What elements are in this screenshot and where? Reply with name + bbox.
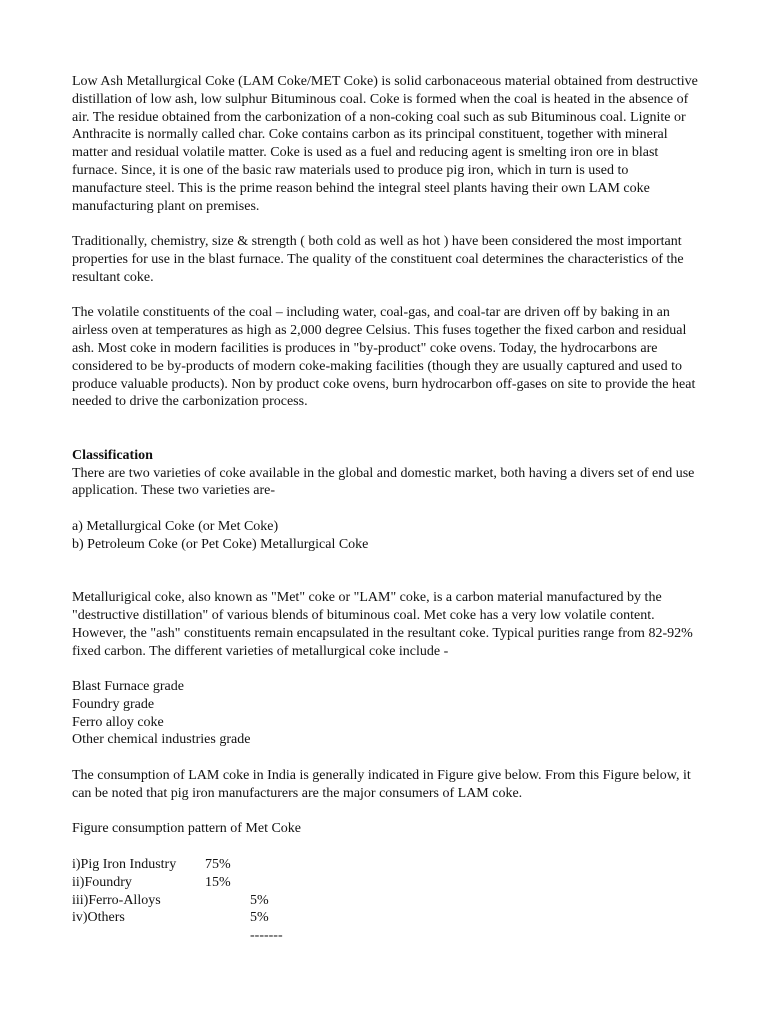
consumption-paragraph: The consumption of LAM coke in India is generally indicated in Figure give below. From this Figure below, it can be noted that pig iron manufacturers are the major consumers of LAM coke. [72, 768, 691, 801]
intro-paragraph: Low Ash Metallurgical Coke (LAM Coke/MET Coke) is solid carbonaceous material obtained from destructive distillation of low ash, low sulphur Bituminous coal. Coke is formed when the coal is heated in the absence of air. The residue obtained from the carbonization of a non-coking coal such as sub Bituminous coal. Lignite or Anthracite is normally called char. Coke contains carbon as its principal constituent, together with mineral matter and residual volatile matter. Coke is used as a fuel and reducing agent is smelting iron ore in blast furnace. Since, it is one of the basic raw materials used to produce pig iron, which in turn is used to manufacture steel. This is the prime reason behind the integral steel plants having their own LAM coke manufacturing plant on premises. [72, 74, 698, 214]
document-page [72, 73, 700, 945]
consumption-label: iii)Ferro-Alloys [72, 892, 161, 908]
grade-item: Ferro alloy coke [72, 714, 164, 730]
consumption-value: 15% [205, 874, 231, 890]
consumption-value: 75% [205, 857, 231, 873]
classification-intro: There are two varieties of coke available in the global and domestic market, both having a divers set of end use application. These two varieties are- [72, 465, 695, 499]
total-rule: ------- [250, 928, 283, 944]
grade-item: Blast Furnace grade [72, 679, 184, 695]
consumption-row [72, 856, 700, 874]
consumption-value: 5% [250, 910, 269, 926]
consumption-label: iv)Others [72, 910, 125, 926]
properties-paragraph: Traditionally, chemistry, size & strength ( both cold as well as hot ) have been considered the most important properties for use in the blast furnace. The quality of the constituent coal determines the characteristics of the resultant coke. [72, 234, 684, 285]
variety-item-a: a) Metallurgical Coke (or Met Coke) [72, 518, 279, 534]
volatile-paragraph: The volatile constituents of the coal – including water, coal-gas, and coal-tar are driven off by baking in an airless oven at temperatures as high as 2,000 degree Celsius. This fuses together the fixed carbon and residual ash. Most coke in modern facilities is produces in "by-product" coke ovens. Today, the hydrocarbons are considered to be by-products of modern coke-making facilities (though they are usually captured and used to produce valuable products). Non by product coke ovens, burn hydrocarbon off-gases on site to provide the heat needed to drive the carbonization process. [72, 305, 696, 410]
total-rule-row [72, 927, 700, 945]
consumption-row [72, 874, 700, 892]
grade-item: Other chemical industries grade [72, 732, 251, 748]
consumption-row [72, 909, 700, 927]
met-coke-paragraph: Metallurigical coke, also known as "Met" coke or "LAM" coke, is a carbon material manufactured by the "destructive distillation" of various blends of bituminous coal. Met coke has a very low volatile content. However, the "ash" constituents remain encapsulated in the resultant coke. Typical purities range from 82-92% fixed carbon. The different varieties of metallurgical coke include - [72, 590, 693, 659]
consumption-label: ii)Foundry [72, 874, 132, 890]
grade-item: Foundry grade [72, 696, 155, 712]
classification-heading: Classification [72, 447, 153, 463]
consumption-row [72, 892, 700, 910]
consumption-label: i)Pig Iron Industry [72, 857, 177, 873]
consumption-value: 5% [250, 892, 269, 908]
figure-title: Figure consumption pattern of Met Coke [72, 821, 302, 837]
variety-item-b: b) Petroleum Coke (or Pet Coke) Metallurgical Coke [72, 536, 369, 552]
